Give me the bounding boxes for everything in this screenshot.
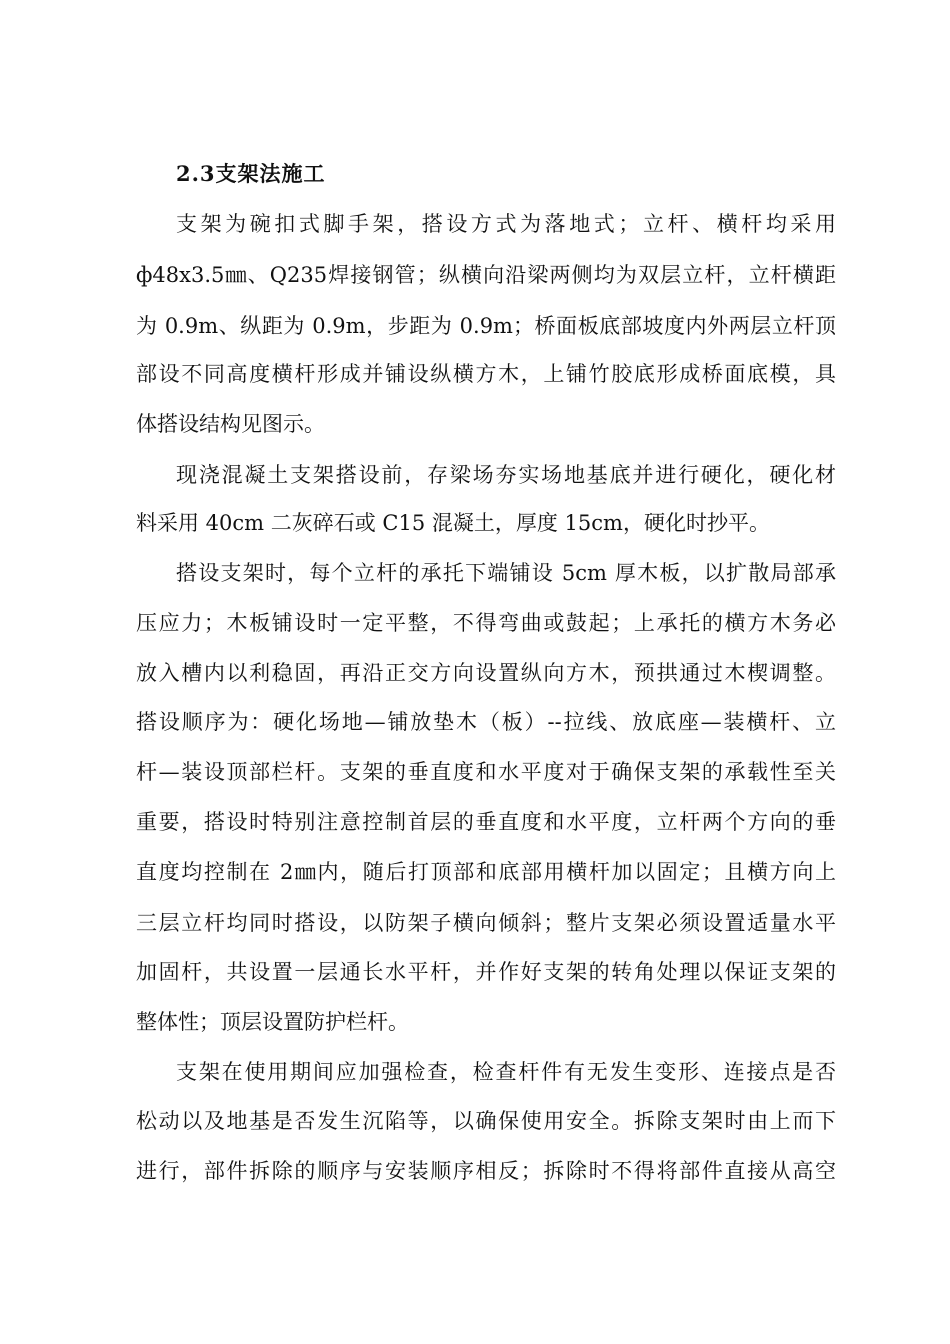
text-line: 为 0.9m、纵距为 0.9m，步距为 0.9m；桥面板底部坡度内外两层立杆顶	[136, 314, 836, 338]
text-line: 加固杆，共设置一层通长水平杆，并作好支架的转角处理以保证支架的	[136, 960, 836, 984]
section-heading: 2.3支架法施工	[176, 161, 326, 186]
text-line: 料采用 40cm 二灰碎石或 C15 混凝土，厚度 15cm，硬化时抄平。	[136, 511, 770, 535]
text-line: 搭设支架时，每个立杆的承托下端铺设 5cm 厚木板，以扩散局部承	[176, 561, 836, 585]
text-line: 整体性；顶层设置防护栏杆。	[136, 1010, 409, 1034]
text-line: 直度均控制在 2㎜内，随后打顶部和底部用横杆加以固定；且横方向上	[136, 860, 836, 884]
text-line: 压应力；木板铺设时一定平整，不得弯曲或鼓起；上承托的横方木务必	[136, 611, 836, 635]
text-line: 重要，搭设时特别注意控制首层的垂直度和水平度，立杆两个方向的垂	[136, 810, 836, 834]
text-line: 支架为碗扣式脚手架，搭设方式为落地式；立杆、横杆均采用	[176, 212, 836, 236]
text-line: ф48x3.5㎜、Q235焊接钢管；纵横向沿梁两侧均为双层立杆，立杆横距	[136, 263, 836, 287]
text-line: 杆—装设顶部栏杆。支架的垂直度和水平度对于确保支架的承载性至关	[136, 760, 836, 784]
text-line: 放入槽内以利稳固，再沿正交方向设置纵向方木，预拱通过木楔调整。	[136, 661, 836, 685]
text-line: 体搭设结构见图示。	[136, 412, 325, 436]
text-line: 三层立杆均同时搭设，以防架子横向倾斜；整片支架必须设置适量水平	[136, 911, 836, 935]
text-line: 进行，部件拆除的顺序与安装顺序相反；拆除时不得将部件直接从高空	[136, 1159, 836, 1183]
text-line: 搭设顺序为：硬化场地—铺放垫木（板）--拉线、放底座—装横杆、立	[136, 710, 836, 734]
text-line: 松动以及地基是否发生沉陷等，以确保使用安全。拆除支架时由上而下	[136, 1109, 836, 1133]
text-line: 支架在使用期间应加强检查，检查杆件有无发生变形、连接点是否	[176, 1060, 836, 1084]
text-line: 现浇混凝土支架搭设前，存梁场夯实场地基底并进行硬化，硬化材	[176, 463, 836, 487]
text-line: 部设不同高度横杆形成并铺设纵横方木，上铺竹胶底形成桥面底模，具	[136, 362, 836, 386]
